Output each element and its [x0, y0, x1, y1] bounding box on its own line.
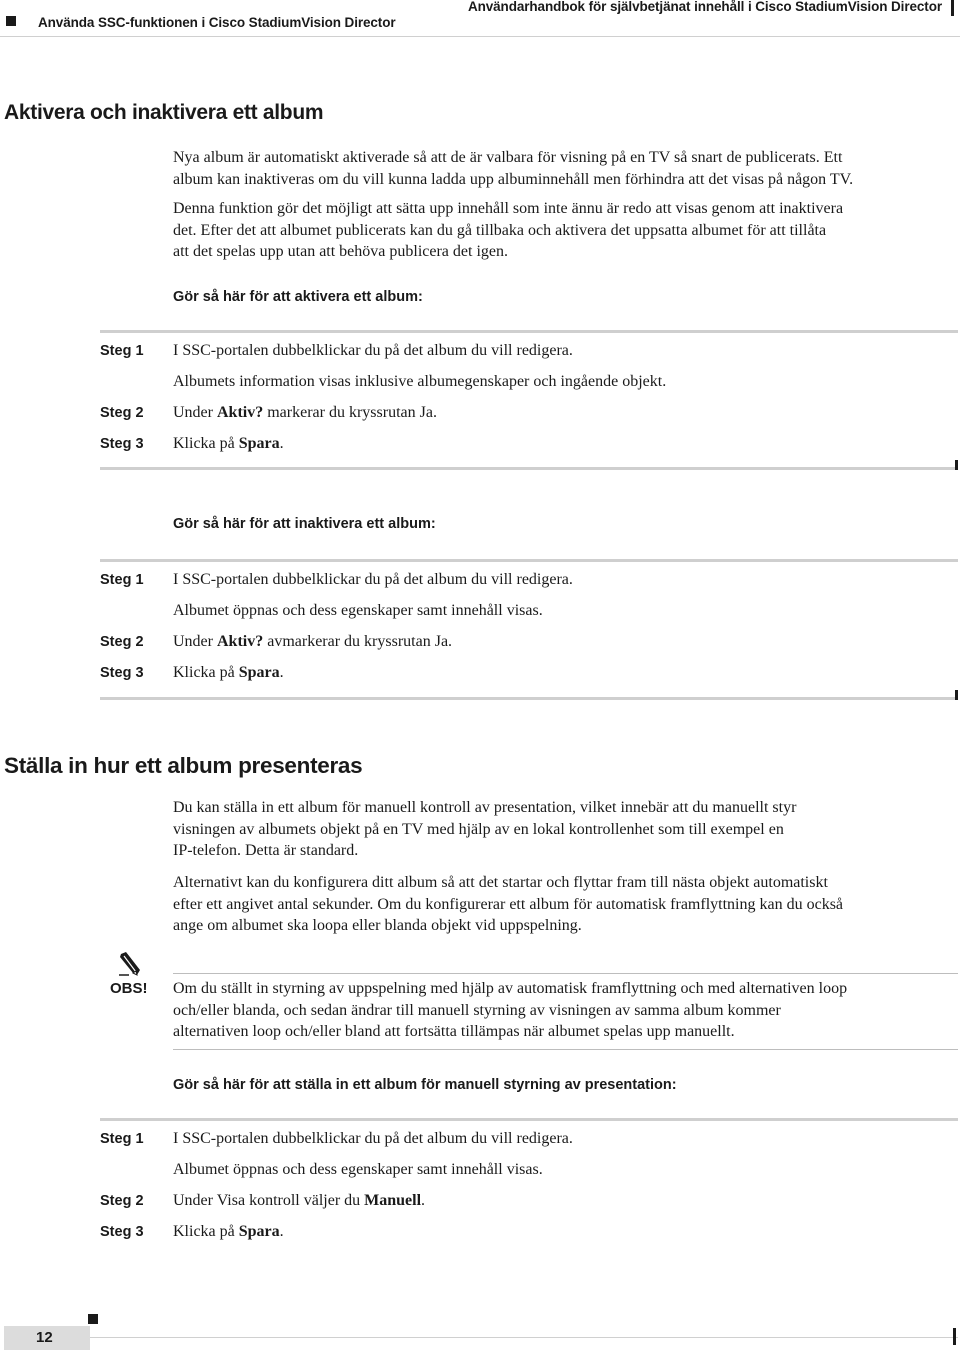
- step-text-post: .: [279, 435, 284, 452]
- step-label: Steg 3: [100, 665, 144, 681]
- text-line: IP-telefon. Detta är standard.: [173, 842, 359, 859]
- step-text-pre: Klicka på: [173, 1223, 239, 1240]
- step-text-post: .: [279, 1223, 284, 1240]
- pencil-icon: [116, 951, 142, 977]
- step-text-pre: Under Visa kontroll väljer du: [173, 1192, 365, 1209]
- section-title-activate: Aktivera och inaktivera ett album: [4, 101, 324, 124]
- step-text-pre: Klicka på: [173, 664, 239, 681]
- text-line: visningen av albumets objekt på en TV med hjälp av en lokal kontrollenhet som till exempel en: [173, 820, 784, 838]
- page-number: 12: [36, 1329, 53, 1346]
- step-label: Steg 1: [100, 572, 144, 588]
- procedure-top-rule: [100, 559, 958, 562]
- text-line: ange om albumet ska loopa eller blanda objekt vid uppspelning.: [173, 917, 582, 934]
- step-text-pre: Under: [173, 404, 217, 421]
- procedure-top-rule: [100, 1118, 958, 1121]
- text-line: alternativen loop och/eller bland att fortsätta tillämpas när albumet spelas upp manuellt.: [173, 1023, 735, 1040]
- step-text-post: .: [421, 1192, 426, 1209]
- step-result: Albumets information visas inklusive albumegenskaper och ingående objekt.: [173, 373, 667, 390]
- step-text: I SSC-portalen dubbelklickar du på det album du vill redigera.: [173, 571, 573, 588]
- ui-term: Spara: [238, 435, 280, 452]
- note-bottom-rule: [173, 1049, 958, 1050]
- procedure-title-deactivate: Gör så här för att inaktivera ett album:: [173, 516, 436, 532]
- step-text: [173, 404, 437, 422]
- procedure-bottom-rule: [100, 467, 958, 470]
- procedure-bottom-rule: [100, 697, 958, 700]
- footer-marker: [88, 1314, 98, 1324]
- ui-term: Aktiv?: [216, 404, 264, 421]
- footer-end-mark: [953, 1328, 956, 1345]
- intro-paragraph-2: [173, 198, 960, 263]
- step-label: Steg 2: [100, 634, 144, 650]
- note-top-rule: [173, 973, 958, 974]
- text-line: och/eller blanda, och sedan ändrar till manuell styrning av visningen av samma album kommer: [173, 1001, 781, 1019]
- step-label: Steg 3: [100, 436, 144, 452]
- note-label: OBS!: [110, 980, 148, 997]
- procedure-title-activate: Gör så här för att aktivera ett album:: [173, 289, 423, 305]
- step-label: Steg 1: [100, 343, 144, 359]
- step-text: I SSC-portalen dubbelklickar du på det album du vill redigera.: [173, 1130, 573, 1147]
- step-label: Steg 1: [100, 1131, 144, 1147]
- procedure-top-rule: [100, 330, 958, 333]
- step-label: Steg 2: [100, 405, 144, 421]
- step-label: Steg 3: [100, 1224, 144, 1240]
- text-line: efter ett angivet antal sekunder. Om du konfigurerar ett album för automatisk framflyttning kan du också: [173, 895, 844, 913]
- header-right: Användarhandbok för självbetjänat innehåll i Cisco StadiumVision Director: [467, 0, 942, 14]
- header-left: Använda SSC-funktionen i Cisco StadiumVision Director: [38, 15, 396, 30]
- text-line: det. Efter det att albumet publicerats kan du gå tillbaka och aktivera det uppsatta albumet för att tillåta: [173, 221, 827, 239]
- section-title-presentation: Ställa in hur ett album presenteras: [4, 753, 363, 778]
- footer-rule: [90, 1337, 958, 1338]
- text-line: att det spelas upp utan att behöva publicera det igen.: [173, 243, 508, 260]
- step-text: I SSC-portalen dubbelklickar du på det album du vill redigera.: [173, 342, 573, 359]
- header-marker: [6, 16, 16, 26]
- step-text: [173, 1223, 284, 1241]
- step-text-post: .: [279, 664, 284, 681]
- ui-term: Spara: [238, 664, 280, 681]
- text-line: album kan inaktiveras om du vill kunna ladda upp albuminnehåll men förhindra att det visas på någon TV.: [173, 170, 854, 188]
- text-line: Du kan ställa in ett album för manuell kontroll av presentation, vilket innebär att du manuellt styr: [173, 799, 797, 816]
- presentation-paragraph-2: [173, 872, 960, 937]
- step-text-post: avmarkerar du kryssrutan Ja.: [263, 633, 453, 650]
- procedure-title-manual: Gör så här för att ställa in ett album för manuell styrning av presentation:: [173, 1077, 677, 1093]
- step-result: Albumet öppnas och dess egenskaper samt innehåll visas.: [173, 1161, 543, 1178]
- header-bar: [951, 0, 954, 16]
- header-rule: [0, 36, 960, 37]
- step-text-pre: Under: [173, 633, 217, 650]
- step-text: [173, 664, 284, 682]
- note-text: [173, 978, 960, 1043]
- text-line: Alternativt kan du konfigurera ditt album så att det startar och flyttar fram till nästa objekt automatiskt: [173, 874, 828, 891]
- step-text: [173, 633, 452, 651]
- ui-term: Spara: [238, 1223, 280, 1240]
- step-text: [173, 435, 284, 453]
- ui-term: Aktiv?: [216, 633, 264, 650]
- text-line: Om du ställt in styrning av uppspelning med hjälp av automatisk framflyttning och med alternativen loop: [173, 980, 848, 997]
- intro-paragraph-1: [173, 147, 960, 190]
- presentation-paragraph-1: [173, 797, 960, 862]
- step-result: Albumet öppnas och dess egenskaper samt innehåll visas.: [173, 602, 543, 619]
- step-label: Steg 2: [100, 1193, 144, 1209]
- step-text: [173, 1192, 425, 1210]
- procedure-end-mark: [955, 460, 958, 470]
- step-text-post: markerar du kryssrutan Ja.: [263, 404, 437, 421]
- text-line: Denna funktion gör det möjligt att sätta upp innehåll som inte ännu är redo att visas genom att inaktivera: [173, 200, 844, 217]
- ui-term: Manuell: [364, 1192, 422, 1209]
- step-text-pre: Klicka på: [173, 435, 239, 452]
- procedure-end-mark: [955, 690, 958, 700]
- text-line: Nya album är automatiskt aktiverade så att de är valbara för visning på en TV så snart de publicerats. Ett: [173, 149, 843, 166]
